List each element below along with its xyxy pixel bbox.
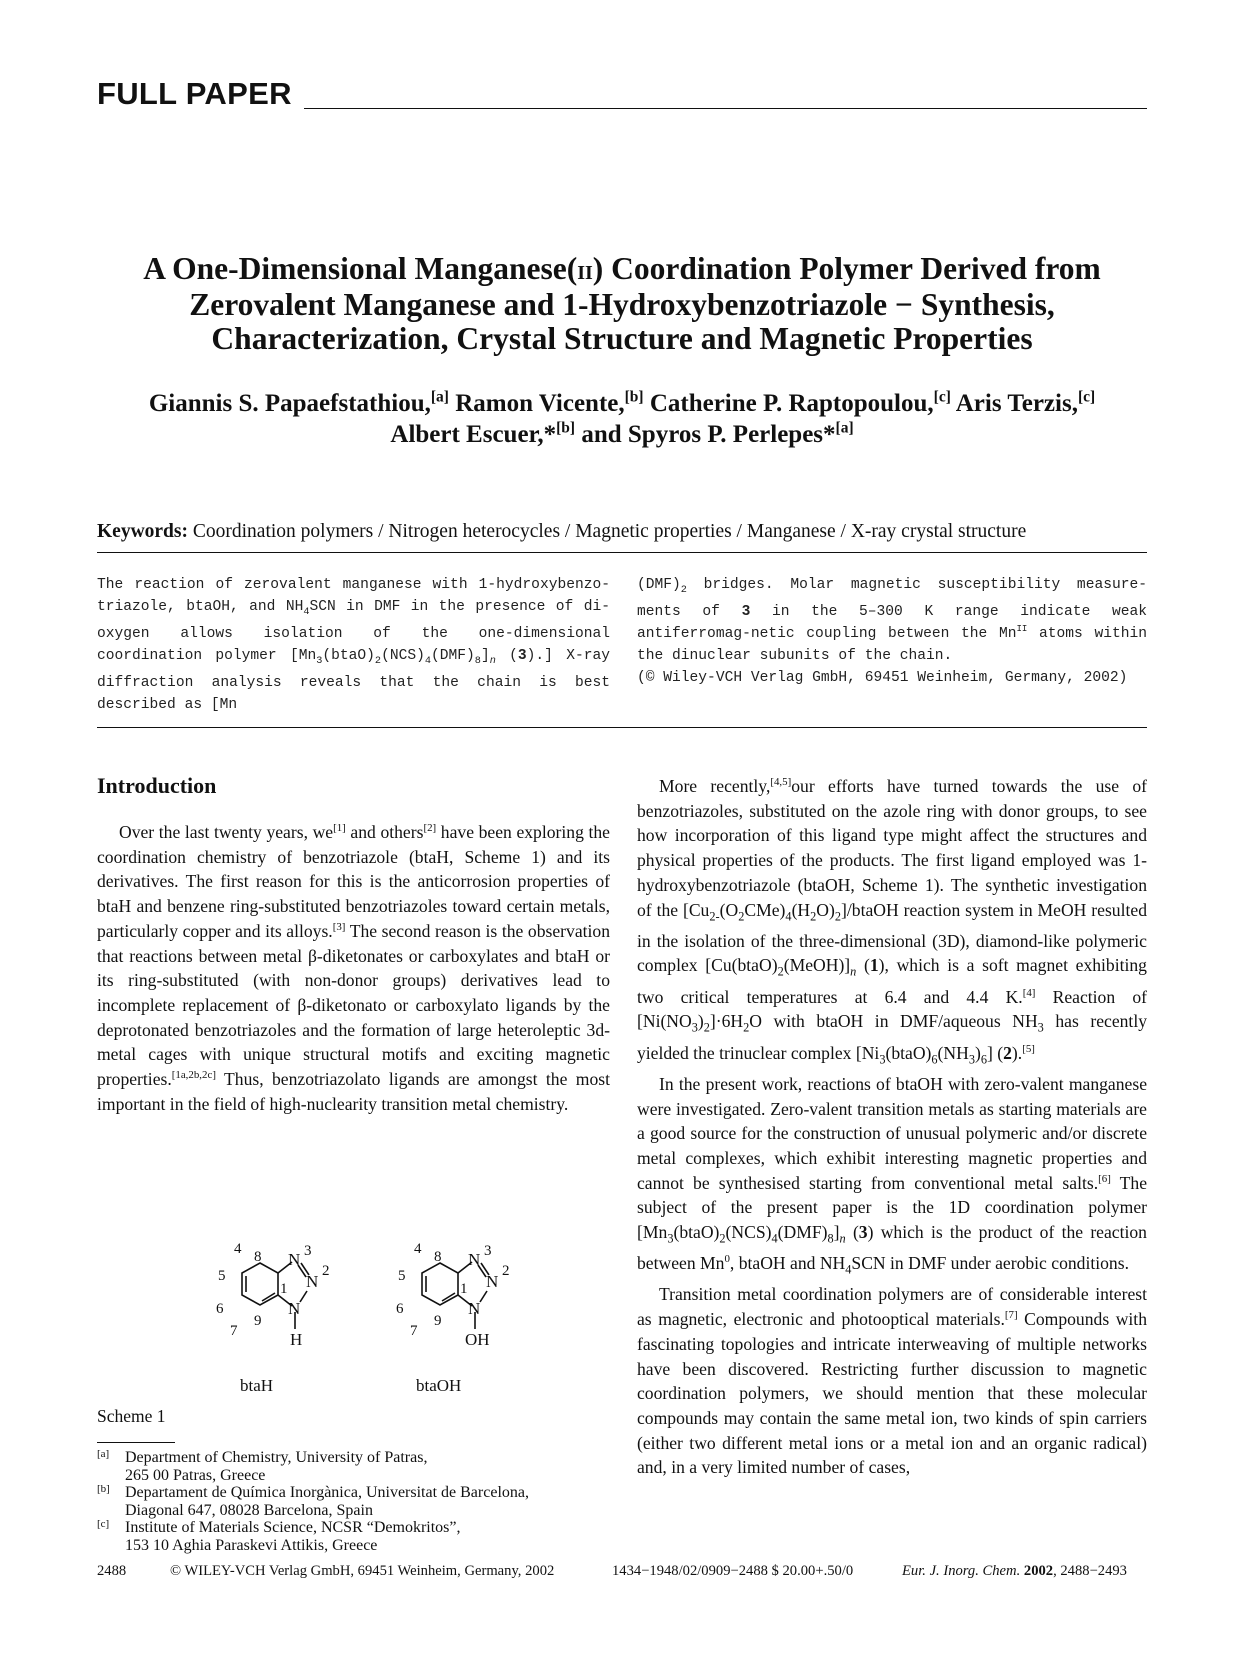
- abstract-text: ] X-ray diffraction analysis reveals that the chain is best described as [Mn: [97, 647, 610, 713]
- atom-H: H: [290, 1330, 303, 1349]
- abstract-text: SCN in DMF in the presence of di-oxygen allows isolation of the one-dimensional coordination polymer [Mn: [97, 599, 610, 664]
- locant: 7: [410, 1323, 418, 1339]
- locant: 4: [234, 1241, 242, 1257]
- atom-N2: N: [486, 1272, 499, 1291]
- footnote-rule: [97, 1442, 175, 1443]
- title-line-2: Zerovalent Manganese and 1-Hydroxybenzotriazole − Synthesis,: [189, 287, 1055, 322]
- locant: 3: [484, 1243, 492, 1259]
- btaOH-structure: [422, 1262, 489, 1329]
- affiliations: [97, 1449, 617, 1554]
- title-line-1a: A One-Dimensional Manganese(: [143, 251, 578, 286]
- journal-pages: , 2488−2493: [1053, 1563, 1127, 1579]
- journal-name: Eur. J. Inorg. Chem.: [902, 1563, 1021, 1579]
- paragraph: Over the last twenty years, we[1] and others[2] have been exploring the coordination chemistry of benzotriazole (btaH, Scheme 1) and its derivatives. The first reason for this is the anticorrosion properties of btaH and benzene ring-substituted benzotriazoles toward certain metals, particularly copper and its alloys.[3] The second reason is the observation that reactions between metal β-diketonates or carboxylates and btaH or its ring-substituted (with non-donor groups) derivatives lead to incomplete replacement of β-diketonato or carboxylato ligands by the deprotonated benzotriazoles and the formation of large heteroleptic 3d-metal cages with unique structural motifs and exciting magnetic properties.[1a,2b,2c] Thus, benzotriazolato ligands are amongst the most important in the field of high-nuclearity transition metal chemistry.: [97, 822, 611, 1114]
- author-affiliation-mark: [b]: [556, 419, 576, 437]
- locant: 2: [502, 1263, 510, 1279]
- subscript: 4: [424, 654, 431, 667]
- publisher-line: © WILEY-VCH Verlag GmbH, 69451 Weinheim, Germany, 2002: [170, 1563, 555, 1579]
- atom-N2: N: [306, 1272, 319, 1291]
- atom-N3: N: [288, 1250, 301, 1269]
- btaH-structure: [242, 1262, 309, 1329]
- footnote-mark: [c]: [97, 1518, 110, 1530]
- abstract-rule: [97, 727, 1147, 728]
- footnote-mark: [b]: [97, 1483, 110, 1495]
- locant: 5: [218, 1268, 226, 1284]
- article-code: 1434−1948/02/0909−2488 $ 20.00+.50/0: [612, 1563, 854, 1579]
- abstract-text: (DMF): [431, 647, 475, 664]
- page-number: 2488: [97, 1563, 127, 1579]
- subscript: 2: [374, 654, 382, 667]
- abstract-text: in the 5–300 K range indicate weak antiferromag-netic coupling between the Mn: [637, 603, 1147, 642]
- author-list: [97, 388, 1147, 450]
- affiliation-a: [97, 1449, 617, 1484]
- subscript: 8: [474, 654, 481, 667]
- keywords-rule: [97, 552, 1147, 553]
- author-name: Albert Escuer,*: [390, 421, 557, 448]
- subscript: 4: [303, 605, 310, 618]
- locant: 3: [304, 1243, 312, 1259]
- superscript: II: [1016, 623, 1028, 635]
- author-name: and Spyros P. Perlepes*: [581, 421, 836, 448]
- locant: 2: [322, 1263, 330, 1279]
- article-title: [97, 252, 1147, 356]
- abstract-text: (btaO): [322, 647, 375, 664]
- footnote-line: Departament de Química Inorgànica, Universitat de Barcelona,: [125, 1484, 529, 1501]
- abstract-text: atoms within the dinuclear subunits of the chain.: [637, 625, 1147, 664]
- abstract-text: (NCS): [381, 647, 425, 664]
- author-affiliation-mark: [b]: [624, 388, 644, 406]
- title-line-3: Characterization, Crystal Structure and Magnetic Properties: [211, 321, 1033, 356]
- locant: 6: [216, 1301, 224, 1317]
- locant: 1: [280, 1281, 288, 1297]
- locant: 5: [398, 1268, 406, 1284]
- abstract-text: The reaction of zerovalent manganese with 1-hydroxybenzo-triazole, btaOH, and NH: [97, 577, 610, 615]
- footnote-line: Institute of Materials Science, NCSR “Demokritos”,: [125, 1519, 461, 1536]
- abstract-right-column: [637, 574, 1147, 689]
- author-affiliation-mark: [a]: [835, 419, 854, 437]
- locant: 6: [396, 1301, 404, 1317]
- body-left-column: [97, 820, 610, 1116]
- atom-N1: N: [288, 1299, 301, 1318]
- abstract-text: bridges. Molar magnetic susceptibility measure-ments of: [637, 577, 1147, 620]
- btaH-label: btaH: [240, 1376, 274, 1395]
- section-type-label: FULL PAPER: [97, 76, 292, 111]
- atom-OH: OH: [465, 1330, 490, 1349]
- footnote-line: 153 10 Aghia Paraskevi Attikis, Greece: [125, 1536, 378, 1554]
- body-right-column: [637, 774, 1147, 1480]
- header-rule: [304, 108, 1147, 109]
- title-oxidation-state: ii: [577, 255, 593, 286]
- author-name: Catherine P. Raptopoulou,: [649, 390, 934, 417]
- keywords-text: Coordination polymers / Nitrogen heterocycles / Magnetic properties / Manganese / X-ray crystal structure: [192, 521, 1027, 542]
- author-affiliation-mark: [a]: [430, 388, 449, 406]
- locant: 9: [254, 1313, 262, 1329]
- scheme-caption: Scheme 1: [97, 1406, 166, 1426]
- affiliation-b: [97, 1484, 617, 1519]
- author-name: Aris Terzis,: [955, 390, 1078, 417]
- keywords-label: Keywords:: [97, 521, 188, 542]
- locant: 9: [434, 1313, 442, 1329]
- atom-N1: N: [468, 1299, 481, 1318]
- footnote-line: Diagonal 647, 08028 Barcelona, Spain: [125, 1501, 373, 1519]
- locant: 8: [434, 1249, 442, 1265]
- section-heading-introduction: Introduction: [97, 773, 217, 798]
- subscript: 3: [316, 654, 323, 667]
- locant: 1: [460, 1281, 468, 1297]
- atom-N3: N: [468, 1250, 481, 1269]
- footnote-mark: [a]: [97, 1448, 110, 1460]
- paragraph: In the present work, reactions of btaOH with zero-valent manganese were investigated. Zero-valent transition metals as starting materials are a good source for the construction of unusual polymeric and/or discrete metal complexes, which exhibit interesting magnetic properties and cannot be synthesised starting from conventional metal salts.[6] The subject of the present paper is the 1D coordination polymer $[Mn_3(btaO)_2(NCS)_4(DMF)_8]_n$ (3) which is the product of the reaction between Mn$^0$, btaOH and $NH_4SCN$ in DMF under aerobic conditions.: [637, 1073, 1148, 1277]
- author-name: Giannis S. Papaefstathiou,: [148, 390, 431, 417]
- affiliation-c: [97, 1519, 617, 1554]
- btaOH-label: btaOH: [416, 1376, 462, 1395]
- journal-citation: [902, 1563, 1127, 1580]
- locant: 7: [230, 1323, 238, 1339]
- author-name: Ramon Vicente,: [455, 390, 625, 417]
- footnote-line: Department of Chemistry, University of Patras,: [125, 1449, 428, 1466]
- compound-number: 3: [741, 603, 751, 620]
- subscript: n: [489, 654, 496, 667]
- journal-year: 2002: [1023, 1563, 1054, 1579]
- keywords-line: [97, 521, 1026, 543]
- locant: 4: [414, 1241, 422, 1257]
- title-line-1b: ) Coordination Polymer Derived from: [592, 251, 1101, 286]
- locant: 8: [254, 1249, 262, 1265]
- scheme-1-structures: [190, 1225, 540, 1395]
- paragraph: Transition metal coordination polymers are of considerable interest as magnetic, electronic and photooptical materials.[7] Compounds with fascinating topologies and intricate interweaving of multiple networks have been discovered. Restricting further discussion to magnetic coordination polymers, we should mention that these molecular compounds may contain the same metal ion, two kinds of spin carriers (either two different metal ions or a metal ion and an organic radical) and, in a very limited number of cases,: [637, 1284, 1147, 1478]
- abstract-copyright: (© Wiley-VCH Verlag GmbH, 69451 Weinheim, Germany, 2002): [637, 669, 1128, 686]
- author-affiliation-mark: [c]: [933, 388, 951, 406]
- subscript: 2: [680, 583, 687, 596]
- abstract-left-column: The reaction of zerovalent manganese with 1-hydroxybenzo-triazole, btaOH, and $NH_4SCN$ in DMF in the presence of di-oxygen allows isolation of the one-dimensional coordination polymer $[Mn_3(btaO)_2(NCS)_4(DMF)_8]_n$ (3).] X-ray diffraction analysis reveals that the chain is best described as [Mn: [97, 577, 610, 713]
- paragraph: More recently,[4,5]our efforts have turned towards the use of benzotriazoles, substituted on the azole ring with donor groups, to see how incorporation of this ligand type might affect the structures and physical properties of the products. The first ligand employed was 1-hydroxybenzotriazole (btaOH, Scheme 1). The synthetic investigation of the $[Cu_{2-}(O_2CMe)_4(H_2O)_2]$/btaOH reaction system in MeOH resulted in the isolation of the three-dimensional (3D), diamond-like polymeric complex $[Cu(btaO)_2(MeOH)]_n$ (1), which is a soft magnet exhibiting two critical temperatures at 6.4 and 4.4 K.[4] Reaction of $[Ni(NO_3)_2]\cdot 6H_2O$ with btaOH in DMF/aqueous $NH_3$ has recently yielded the trinuclear complex $[Ni_3(btaO)_6(NH_3)_6]$ (2).[5]: [637, 776, 1148, 1067]
- abstract-text: (DMF): [637, 577, 681, 593]
- footnote-line: 265 00 Patras, Greece: [125, 1466, 266, 1484]
- author-affiliation-mark: [c]: [1077, 388, 1096, 406]
